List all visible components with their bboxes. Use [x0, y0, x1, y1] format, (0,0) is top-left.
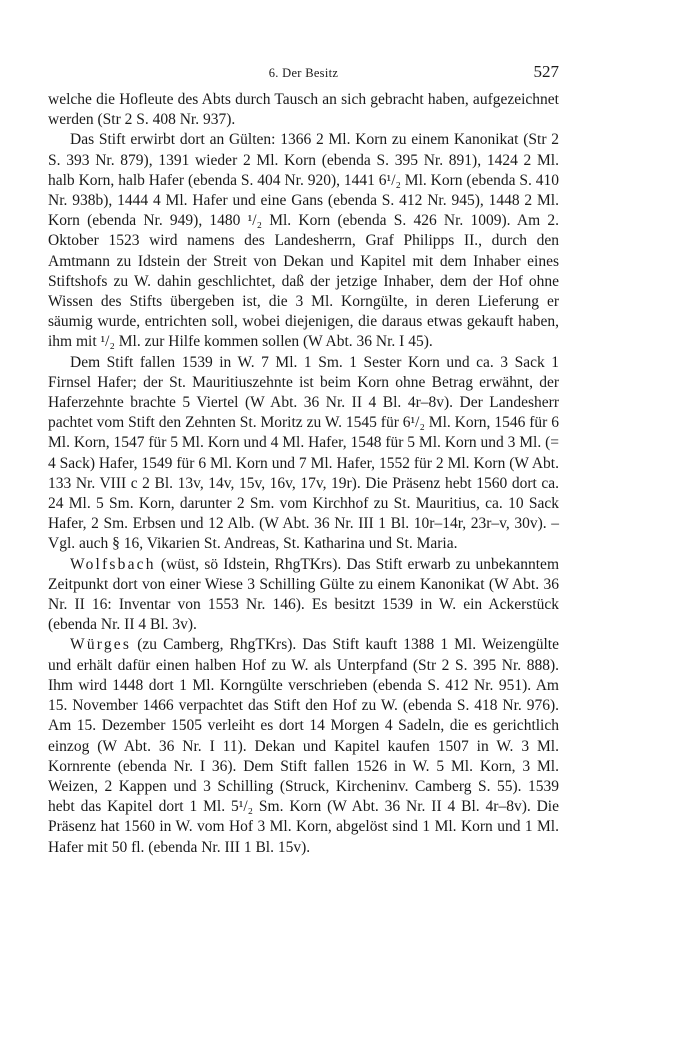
chapter-title: 6. Der Besitz — [268, 66, 339, 80]
running-head — [48, 62, 559, 84]
place-name-wuerges: Würges — [70, 636, 132, 654]
book-page — [48, 62, 559, 858]
paragraph-stift-1539: Dem Stift fallen 1539 in W. 7 Ml. 1 Sm. 1 Sester Korn und ca. 3 Sack 1 Firnsel Hafer; der St. Mauritiuszehnte ist beim Korn ohne Betrag erwähnt, der Haferzehnte brachte 5 Viertel (W Abt. 36 Nr. II 4 Bl. 4r–8v). Der Landesherr pachtet vom Stift den Zehnten St. Moritz zu W. 1545 für 6¹/₂ Ml. Korn, 1546 für 6 Ml. Korn, 1547 für 5 Ml. Korn und 4 Ml. Hafer, 1548 für 5 Ml. Korn und 3 Ml. (= 4 Sack) Hafer, 1549 für 6 Ml. Korn und 7 Ml. Hafer, 1552 für 2 Ml. Korn (W Abt. 133 Nr. VIII c 2 Bl. 13v, 14v, 15v, 16v, 17v, 19r). Die Präsenz hebt 1560 dort ca. 24 Ml. 5 Sm. Korn, darunter 2 Sm. vom Kirchhof zu St. Mauritius, ca. 10 Sack Hafer, 2 Sm. Erbsen und 12 Alb. (W Abt. 36 Nr. III 1 Bl. 10r–14r, 23r–v, 30v). – Vgl. auch § 16, Vikarien St. Andreas, St. Katharina und St. Maria. — [48, 353, 559, 553]
paragraph-wolfsbach — [48, 555, 559, 636]
paragraph-guelten: Das Stift erwirbt dort an Gülten: 1366 2 Ml. Korn zu einem Kanonikat (Str 2 S. 393 Nr. 879), 1391 wieder 2 Ml. Korn (ebenda S. 395 Nr. 891), 1424 2 Ml. halb Korn, halb Hafer (ebenda S. 404 Nr. 920), 1441 6¹/₂ Ml. Korn (ebenda S. 410 Nr. 938b), 1444 4 Ml. Hafer und eine Gans (ebenda S. 412 Nr. 945), 1448 2 Ml. Korn (ebenda Nr. 949), 1480 ¹/₂ Ml. Korn (ebenda S. 426 Nr. 1009). Am 2. Oktober 1523 wird namens des Landesherrn, Graf Philipps II., durch den Amtmann zu Idstein der Streit von Dekan und Kapitel mit dem Inhaber eines Stiftshofs zu W. dahin geschlichtet, daß der jetzige Inhaber, dem der Hof ohne Wissen des Stifts übergeben ist, die 3 Ml. Korngülte, in deren Lieferung er säumig wurde, entrichten soll, wobei diejenigen, die daraus etwas gekauft haben, ihm mit ¹/₂ Ml. zur Hilfe kommen sollen (W Abt. 36 Nr. I 45). — [48, 131, 559, 351]
place-name-wolfsbach: Wolfsbach — [70, 555, 156, 573]
body-text — [48, 90, 559, 858]
page-number: 527 — [533, 62, 559, 81]
paragraph-continuation: welche die Hofleute des Abts durch Tausch an sich gebracht haben, aufgezeichnet werden (Str 2 S. 408 Nr. 937). — [48, 91, 559, 129]
paragraph-wuerges-text: (zu Camberg, RhgTKrs). Das Stift kauft 1388 1 Ml. Weizengülte und erhält dafür einen halben Hof zu W. als Unterpfand (Str 2 S. 395 Nr. 888). Ihm wird 1448 dort 1 Ml. Korngülte verschrieben (ebenda S. 412 Nr. 951). Am 15. November 1466 verpachtet das Stift den Hof zu W. (ebenda S. 418 Nr. 976). Am 15. Dezember 1505 verleiht es dort 14 Morgen 4 Sadeln, die es gerichtlich einzog (W Abt. 36 Nr. I 11). Dekan und Kapitel kaufen 1507 in W. 3 Ml. Kornrente (ebenda Nr. I 36). Dem Stift fallen 1526 in W. 5 Ml. Korn, 3 Ml. Weizen, 2 Kappen und 3 Schilling (Struck, Kircheninv. Camberg S. 55). 1539 hebt das Kapitel dort 1 Ml. 5¹/₂ Sm. Korn (W Abt. 36 Nr. II 4 Bl. 4r–8v). Die Präsenz hat 1560 in W. vom Hof 3 Ml. Korn, abgelöst sind 1 Ml. Korn und 1 Ml. Hafer mit 50 fl. (ebenda Nr. III 1 Bl. 15v). — [48, 636, 559, 856]
paragraph-wolfsbach-text: (wüst, sö Idstein, RhgTKrs). Das Stift erwarb zu unbekanntem Zeitpunkt dort von einer Wiese 3 Schilling Gülte zu einem Kanonikat (W Abt. 36 Nr. II 16: Inventar von 1553 Nr. 146). Es besitzt 1539 in W. ein Ackerstück (ebenda Nr. II 4 Bl. 3v). — [48, 555, 559, 634]
paragraph-wuerges — [48, 635, 559, 857]
